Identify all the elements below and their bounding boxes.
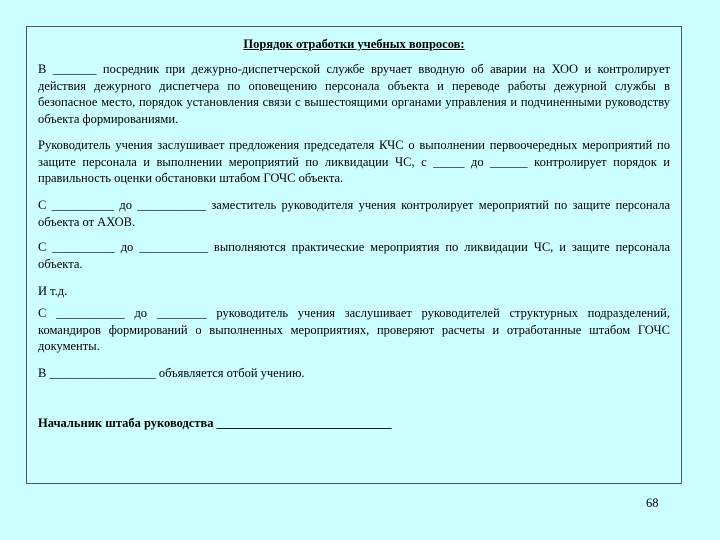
paragraph-5: И т.д. (38, 284, 68, 298)
paragraph-3: С __________ до ___________ заместитель руководителя учения контролирует мероприятий по защите персонала объекта от АХОВ. (38, 198, 670, 229)
paragraph-4: С __________ до ___________ выполняются практические мероприятия по ликвидации ЧС, и защите персонала объекта. (38, 240, 670, 271)
paragraph-6: С ___________ до ________ руководитель учения заслушивает руководителей структурных подразделений, командиров формирований о выполненных мероприятиях, проверяют расчеты и отработанные штабом ГОЧС документы. (38, 306, 670, 353)
paragraph-7: В _________________ объявляется отбой учению. (38, 366, 305, 380)
signature-line: Начальник штаба руководства ____________________________ (38, 416, 392, 430)
paragraph-1: В _______ посредник при дежурно-диспетчерской службе вручает вводную об аварии на ХОО и контролирует действия дежурного диспетчера по оповещению персонала объекта и переводе работы дежурной службы в безопасное место, порядок установления связи с вышестоящими органами управления и подчиненными руководству объекта формированиями. (38, 62, 670, 126)
page-number: 68 (646, 496, 659, 510)
document-title: Порядок отработки учебных вопросов: (243, 37, 465, 51)
paragraph-2: Руководитель учения заслушивает предложения председателя КЧС о выполнении первоочередных мероприятий по защите персонала и выполнении мероприятий по ликвидации ЧС, с _____ до ______ контролирует порядок и правильность оценки обстановки штабом ГОЧС объекта. (38, 138, 670, 185)
document-frame (26, 26, 682, 484)
